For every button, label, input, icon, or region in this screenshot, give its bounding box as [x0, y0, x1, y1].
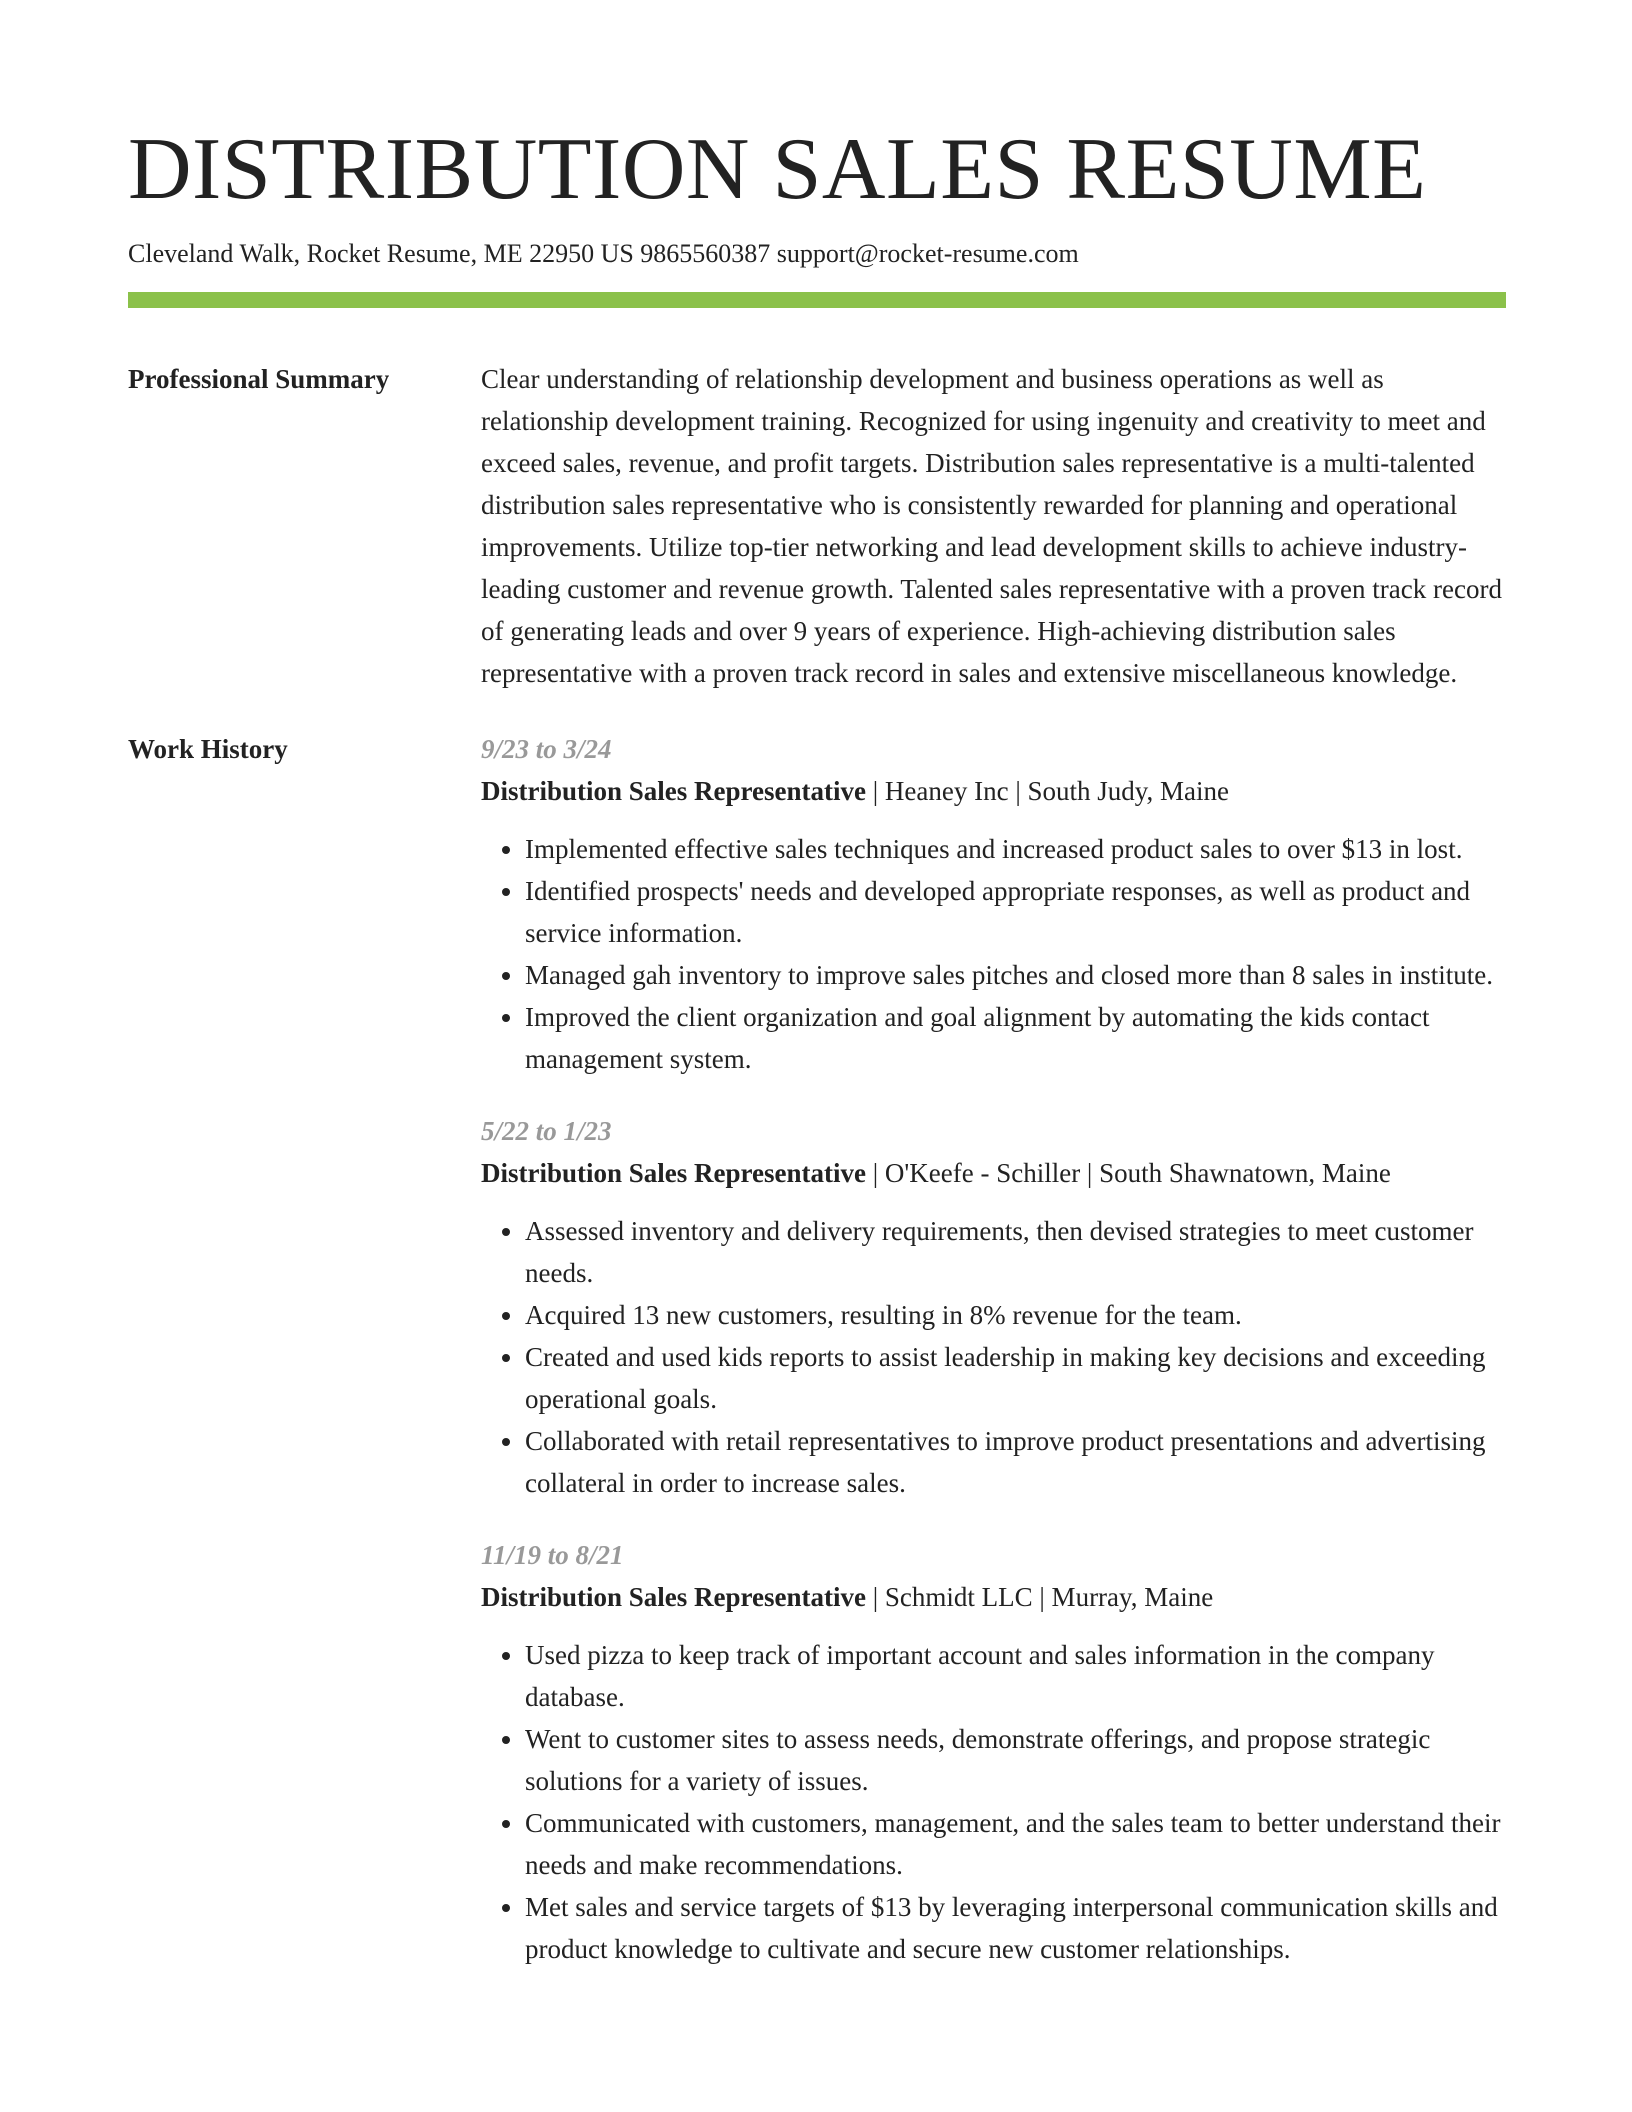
job-bullet: • Managed gah inventory to improve sales pitches and closed more than 8 sales in institute.: [525, 954, 1506, 996]
job-bullet: • Identified prospects' needs and developed appropriate responses, as well as product and service information.: [525, 870, 1506, 954]
job-bullet: • Created and used kids reports to assist leadership in making key decisions and exceeding operational goals.: [525, 1336, 1506, 1420]
job-bullet: • Communicated with customers, management, and the sales team to better understand their needs and make recommendations.: [525, 1802, 1506, 1886]
job-dates: 11/19 to 8/21: [481, 1540, 624, 1570]
job-bullets: [481, 828, 1506, 1080]
accent-divider: [128, 292, 1506, 308]
job-bullet: • Collaborated with retail representatives to improve product presentations and advertising collateral in order to increase sales.: [525, 1420, 1506, 1504]
job-title-line: [481, 770, 1506, 812]
job-bullet: • Improved the client organization and goal alignment by automating the kids contact management system.: [525, 996, 1506, 1080]
job-bullet: • Acquired 13 new customers, resulting in 8% revenue for the team.: [525, 1294, 1506, 1336]
job-details: | Heaney Inc | South Judy, Maine: [866, 776, 1229, 806]
job-details: | O'Keefe - Schiller | South Shawnatown, Maine: [866, 1158, 1391, 1188]
job-entry: [481, 1534, 1506, 1970]
summary-text: Clear understanding of relationship development and business operations as well as relationship development training. Recognized for using ingenuity and creativity to meet and exceed sales, revenue, and profit targets. Distribution sales representative is a multi-talented distribution sales representative who is consistently rewarded for planning and operational improvements. Utilize top-tier networking and lead development skills to achieve industry-leading customer and revenue growth. Talented sales representative with a proven track record of generating leads and over 9 years of experience. High-achieving distribution sales representative with a proven track record in sales and extensive miscellaneous knowledge.: [481, 364, 1502, 688]
summary-heading: Professional Summary: [128, 364, 390, 394]
job-bullet: • Used pizza to keep track of important account and sales information in the company database.: [525, 1634, 1506, 1718]
summary-section: [128, 358, 1506, 694]
work-history-heading: Work History: [128, 734, 288, 764]
job-entry: [481, 1110, 1506, 1504]
resume-page: [128, 116, 1506, 2000]
job-bullet: • Assessed inventory and delivery requirements, then devised strategies to meet customer needs.: [525, 1210, 1506, 1294]
job-bullets: [481, 1634, 1506, 1970]
job-title: Distribution Sales Representative: [481, 776, 866, 806]
job-bullet: • Went to customer sites to assess needs, demonstrate offerings, and propose strategic solutions for a variety of issues.: [525, 1718, 1506, 1802]
job-bullet: • Implemented effective sales techniques and increased product sales to over $13 in lost.: [525, 828, 1506, 870]
work-history-section: [128, 728, 1506, 2000]
contact-line: Cleveland Walk, Rocket Resume, ME 22950 US 9865560387 support@rocket-resume.com: [128, 239, 1079, 268]
job-dates: 5/22 to 1/23: [481, 1116, 612, 1146]
job-title: Distribution Sales Representative: [481, 1582, 866, 1612]
job-title: Distribution Sales Representative: [481, 1158, 866, 1188]
job-title-line: [481, 1576, 1506, 1618]
job-bullets: [481, 1210, 1506, 1504]
resume-title: DISTRIBUTION SALES RESUME: [128, 121, 1427, 218]
job-entry: [481, 728, 1506, 1080]
job-details: | Schmidt LLC | Murray, Maine: [866, 1582, 1214, 1612]
job-title-line: [481, 1152, 1506, 1194]
job-bullet: • Met sales and service targets of $13 by leveraging interpersonal communication skills and product knowledge to cultivate and secure new customer relationships.: [525, 1886, 1506, 1970]
job-dates: 9/23 to 3/24: [481, 734, 612, 764]
